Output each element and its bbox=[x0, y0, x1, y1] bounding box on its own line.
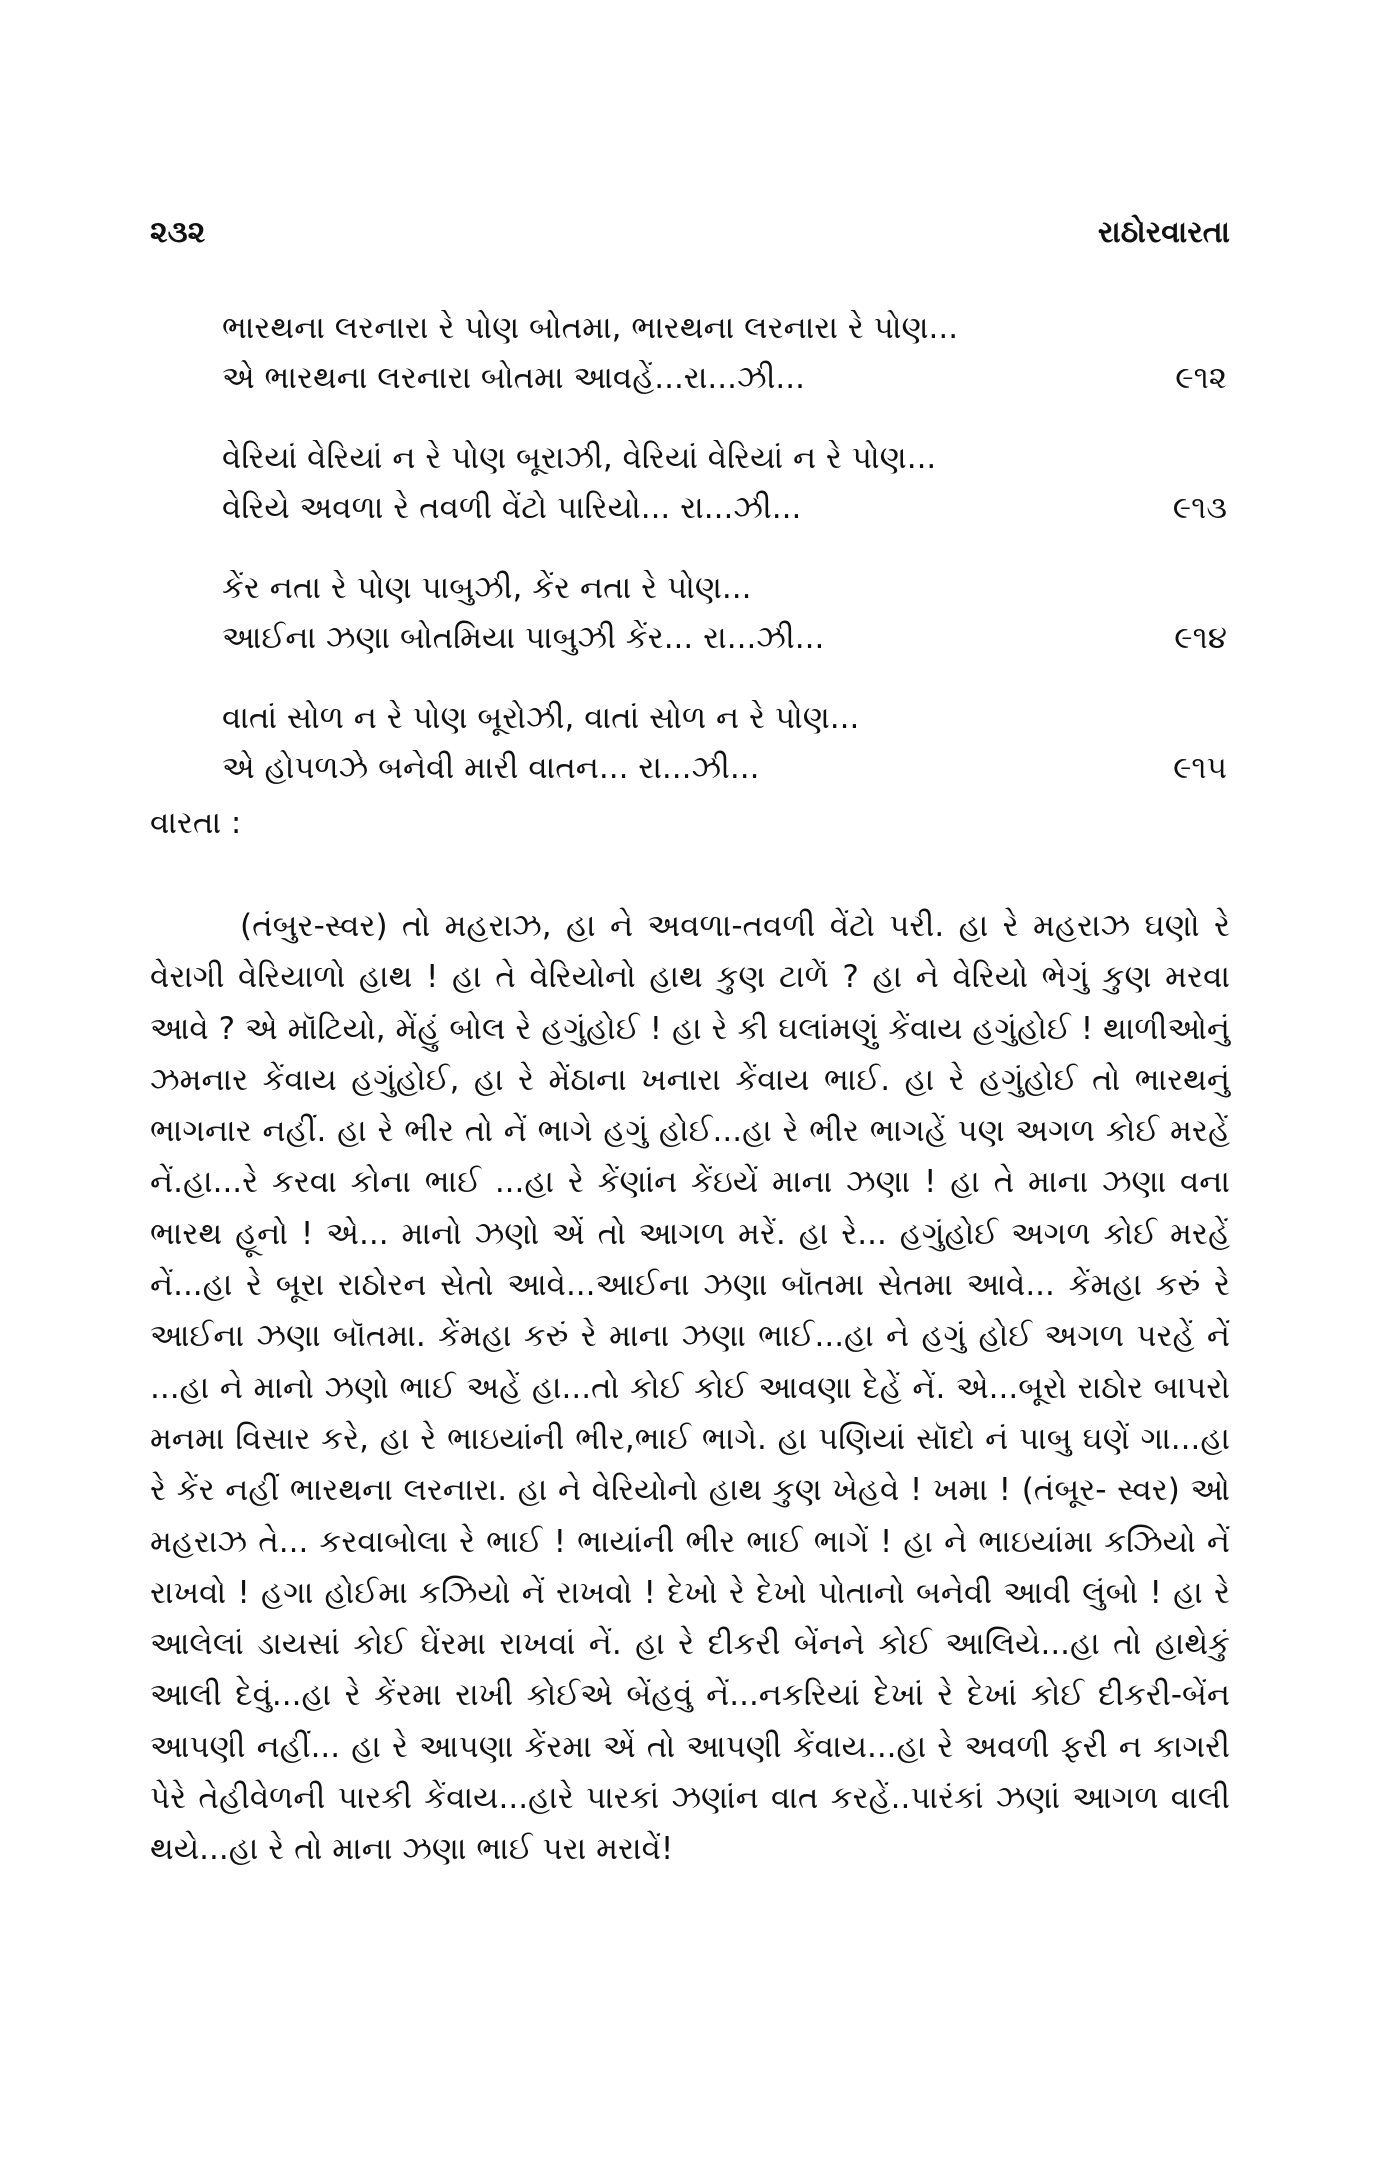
prose-paragraph: (તંબુર-સ્વર) તો મહરાઝ, હા ને અવળા-તવળી વેંટો પરી. હા રે મહરાઝ ઘણો રે વેરાગી વેરિયાળો હાથ ! હા તે વેરિયોનો હાથ કુણ ટાળેં ? હા ને વેરિયો ભેગું કુણ મરવા આવે ? એ મૉટિયો, મેંહું બોલ રે હગુંહોઈ ! હા રે કી ઘલાંમણું કેંવાય હગુંહોઈ ! થાળીઓનું ઝમનાર કેંવાય હગુંહોઈ, હા રે મેંઠાના ખનારા કેંવાય ભાઈ. હા રે હગુંહોઈ તો ભારથનું ભાગનાર નહીં. હા રે ભીર તો નેં ભાગે હગું હોઈ...હા રે ભીર ભાગહેં પણ અગળ કોઈ મરહેં નેં.હા...રે કરવા કોના ભાઈ ...હા રે કેંણાંન કેંઇયેં માના ઝણા ! હા તે માના ઝણા વના ભારથ હૂનો ! એ... માનો ઝણો એં તો આગળ મરેં. હા રે... હગુંહોઈ અગળ કોઈ મરહેં નેં...હા રે બૂરા રાઠોરન સેતો આવે...આઈના ઝણા બૉતમા સેતમા આવે... કેંમહા કરું રે આઈના ઝણા બૉતમા. કેંમહા કરું રે માના ઝણા ભાઈ...હા ને હગું હોઈ અગળ પરહેં નેં ...હા ને માનો ઝણો ભાઈ અહેં હા...તો કોઈ કોઈ આવણા દેહેં નેં. એ...બૂરો રાઠોર બાપરો મનમા વિસાર કરે, હા રે ભાઇયાંની ભીર,ભાઈ ભાગે. હા પણિયાં સૉદો નં પાબુ ઘણેં ગા...હા રે કેંર નહીં ભારથના લરનારા. હા ને વેરિયોનો હાથ કુણ ખેહવે ! ખમા ! (તંબૂર- સ્વર) ઓ મહરાઝ તે... કરવાબોલા રે ભાઈ ! ભાયાંની ભીર ભાઈ ભાગેં ! હા ને ભાઇયાંમા કઝિયો નેં રાખવો ! હગા હોઈમા કઝિયો નેં રાખવો ! દેખો રે દેખો પોતાનો બનેવી આવી લુંબો ! હા રે આલેલાં ડાયસાં કોઈ ઘેંરમા રાખવાં નેં. હા રે દીકરી બેંનને કોઈ આલિયે...હા તો હાથેકું આલી દેવું...હા રે કેંરમા રાખી કોઈએ બેંહવું નેં...નકરિયાં દેખાં રે દેખાં કોઈ દીકરી-બેંન આપણી નહીં... હા રે આપણા કેંરમા એં તો આપણી કેંવાય...હા રે અવળી ફરી ન કાગરી પેરે તેહીવેળની પારકી કેંવાય...હારે પારકાં ઝણાંન વાત કરહેં..પારંકાં ઝણાં આગળ વાલી થયે...હા રે તો માના ઝણા ભાઈ પરા મરાવેં! bbox=[150, 908, 1230, 1868]
verse-number: ૯૧૫ bbox=[1173, 750, 1227, 786]
verse-line bbox=[222, 440, 1227, 490]
verse-line bbox=[222, 750, 1227, 800]
verse-text: ભારથના લરનારા રે પોણ બોતમા, ભારથના લરનારા રે પોણ... bbox=[222, 310, 959, 346]
verse-text: વેરિયે અવળા રે તવળી વેંટો પારિયો... રા...ઝી... bbox=[222, 490, 802, 526]
verse-text: કેંર નતા રે પોણ પાબુઝી, કેંર નતા રે પોણ... bbox=[222, 570, 752, 606]
verse-line bbox=[222, 700, 1227, 750]
verse-number: ૯૧૩ bbox=[1172, 490, 1227, 526]
stanza-914 bbox=[222, 570, 1227, 670]
verse-text: વાતાં સોળ ન રે પોણ બૂરોઝી, વાતાં સોળ ન રે પોણ... bbox=[222, 700, 860, 736]
verse-line bbox=[222, 570, 1227, 620]
stanza-913 bbox=[222, 440, 1227, 540]
verse-line bbox=[222, 490, 1227, 540]
verse-line bbox=[222, 360, 1227, 410]
page-number: ૨૩૨ bbox=[150, 215, 206, 250]
verse-number: ૯૧૨ bbox=[1175, 360, 1227, 396]
verse-text: એ હોપળઝે બનેવી મારી વાતન... રા...ઝી... bbox=[222, 750, 760, 786]
book-title: રાઠોરવારતા bbox=[1097, 215, 1230, 250]
stanza-912 bbox=[222, 310, 1227, 410]
section-heading: વારતા : bbox=[150, 805, 242, 841]
verse-text: વેરિયાં વેરિયાં ન રે પોણ બૂરાઝી, વેરિયાં વેરિયાં ન રે પોણ... bbox=[222, 440, 937, 476]
running-head bbox=[150, 215, 1230, 265]
verse-number: ૯૧૪ bbox=[1174, 620, 1227, 656]
stanza-915 bbox=[222, 700, 1227, 800]
verse-text: આઈના ઝણા બોતમિયા પાબુઝી કેંર... રા...ઝી... bbox=[222, 620, 825, 656]
verse-line bbox=[222, 620, 1227, 670]
verse-block bbox=[222, 310, 1227, 830]
verse-text: એ ભારથના લરનારા બોતમા આવહેં...રા...ઝી... bbox=[222, 360, 805, 396]
verse-line bbox=[222, 310, 1227, 360]
